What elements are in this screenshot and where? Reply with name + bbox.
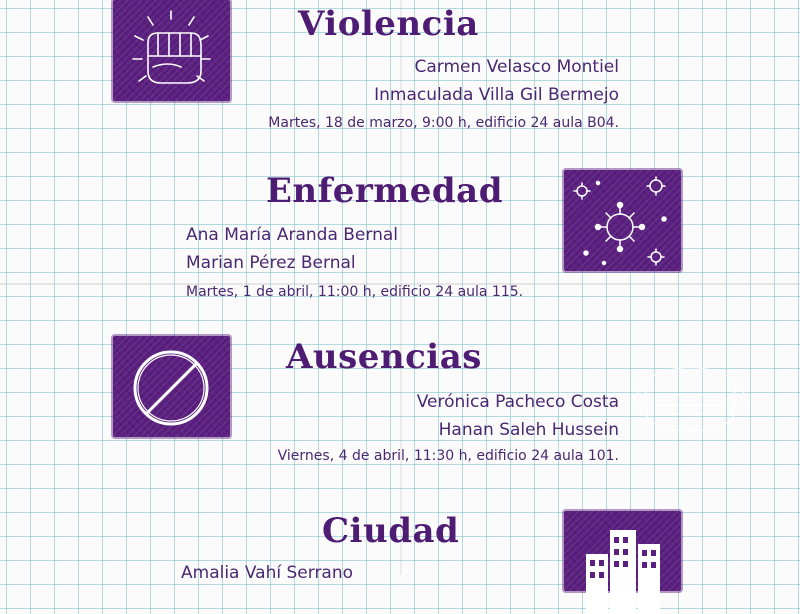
speaker-name: Inmaculada Villa Gil Bermejo <box>374 85 619 105</box>
session-info: Martes, 18 de marzo, 9:00 h, edificio 24 aula B04. <box>268 115 619 131</box>
speaker-name: Carmen Velasco Montiel <box>414 57 619 77</box>
session-title: Enfermedad <box>266 171 503 211</box>
session-title: Ausencias <box>286 337 482 377</box>
prohibited-icon-box <box>113 336 230 437</box>
buildings-icon <box>564 511 681 614</box>
speaker-name: Marian Pérez Bernal <box>186 253 356 273</box>
prohibited-icon <box>113 336 230 439</box>
speaker-name: Verónica Pacheco Costa <box>416 392 619 412</box>
fist-icon-box <box>113 0 230 101</box>
session-title: Violencia <box>298 4 479 44</box>
virus-icon <box>564 170 681 273</box>
fist-icon <box>113 0 230 103</box>
session-info: Martes, 1 de abril, 11:00 h, edificio 24 aula 115. <box>186 284 524 300</box>
speaker-name: Ana María Aranda Bernal <box>186 225 398 245</box>
speaker-name: Hanan Saleh Hussein <box>438 420 619 440</box>
session-title: Ciudad <box>322 511 460 551</box>
session-info: Viernes, 4 de abril, 11:30 h, edificio 24 aula 101. <box>277 448 619 464</box>
virus-icon-box <box>564 170 681 271</box>
buildings-icon-box <box>564 511 681 591</box>
mask-sketch-icon <box>625 350 755 445</box>
speaker-name: Amalia Vahí Serrano <box>181 563 354 583</box>
